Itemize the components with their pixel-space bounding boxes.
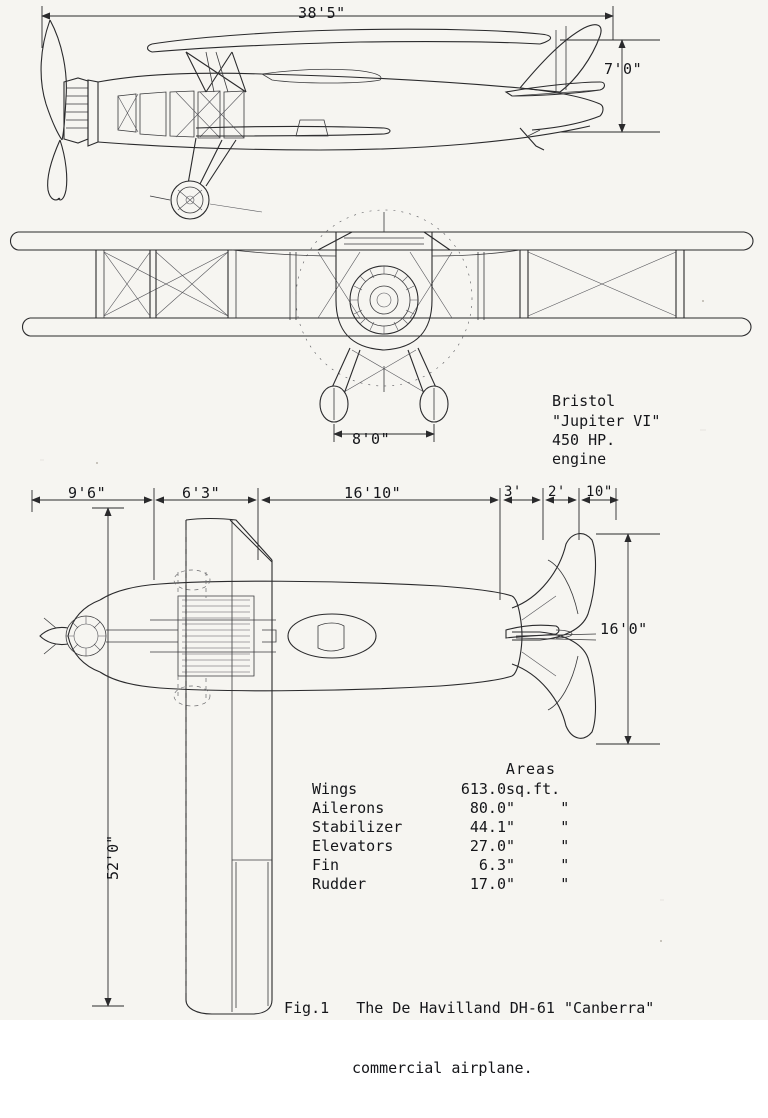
area-unit1: " xyxy=(506,875,516,893)
area-name: Ailerons xyxy=(312,799,385,817)
figure-caption-line1: Fig.1 The De Havilland DH-61 "Canberra" xyxy=(284,999,655,1017)
table-row xyxy=(312,780,590,799)
table-row xyxy=(312,799,590,818)
dimension-tail-span-label: 16'0" xyxy=(600,620,648,638)
dimension-wing-chord-label: 6'3" xyxy=(182,484,221,502)
engine-note-line3: 450 HP. xyxy=(552,431,616,449)
table-row xyxy=(312,837,590,856)
area-value: 80.0 xyxy=(469,799,506,817)
front-view xyxy=(11,210,754,442)
dimension-tail-b-label: 2' xyxy=(548,484,566,500)
engine-note-line2: "Jupiter VI" xyxy=(552,412,661,430)
area-unit1: " xyxy=(506,856,516,874)
area-unit2: " xyxy=(560,818,570,836)
dimension-nose-to-wing-label: 9'6" xyxy=(68,484,107,502)
area-value: 27.0 xyxy=(469,837,506,855)
figure-caption-line2: commercial airplane. xyxy=(352,1059,533,1077)
dimension-side-height-label: 7'0" xyxy=(604,60,643,78)
area-unit1: " xyxy=(506,837,516,855)
dimension-fuselage-mid-label: 16'10" xyxy=(344,484,402,502)
area-unit1: " xyxy=(506,799,516,817)
area-value: 44.1 xyxy=(469,818,506,836)
dimension-gear-track-label: 8'0" xyxy=(352,430,391,448)
paper-speck xyxy=(96,462,98,464)
area-unit1: " xyxy=(506,818,516,836)
area-name: Rudder xyxy=(312,875,367,893)
area-name: Stabilizer xyxy=(312,818,403,836)
engine-note-line4: engine xyxy=(552,450,607,468)
area-name: Elevators xyxy=(312,837,394,855)
area-value: 613.0 xyxy=(460,780,506,798)
table-row xyxy=(312,818,590,837)
area-unit2: " xyxy=(560,875,570,893)
paper-speck xyxy=(660,940,662,942)
dimension-span-label: 38'5" xyxy=(298,4,346,22)
areas-table xyxy=(312,780,590,894)
area-unit1: sq.ft. xyxy=(506,780,561,798)
area-name: Fin xyxy=(312,856,340,874)
area-unit2 xyxy=(560,780,590,799)
figure-caption xyxy=(284,958,654,1118)
dimension-overall-length-label: 52'0" xyxy=(104,834,122,880)
area-value: 17.0 xyxy=(469,875,506,893)
area-name: Wings xyxy=(312,780,358,798)
area-unit2: " xyxy=(560,837,570,855)
plan-view xyxy=(32,488,660,1014)
table-row xyxy=(312,856,590,875)
engine-note-line1: Bristol xyxy=(552,392,616,410)
dimension-tail-c-label: 10" xyxy=(586,484,613,500)
side-view xyxy=(41,6,660,219)
areas-title: Areas xyxy=(505,760,557,778)
area-unit2: " xyxy=(560,799,570,817)
table-row xyxy=(312,875,590,894)
area-value: 6.3 xyxy=(478,856,506,874)
paper-speck xyxy=(702,300,704,302)
dimension-tail-a-label: 3' xyxy=(504,484,522,500)
area-unit2: " xyxy=(560,856,570,874)
areas-table-wrap xyxy=(312,760,666,894)
